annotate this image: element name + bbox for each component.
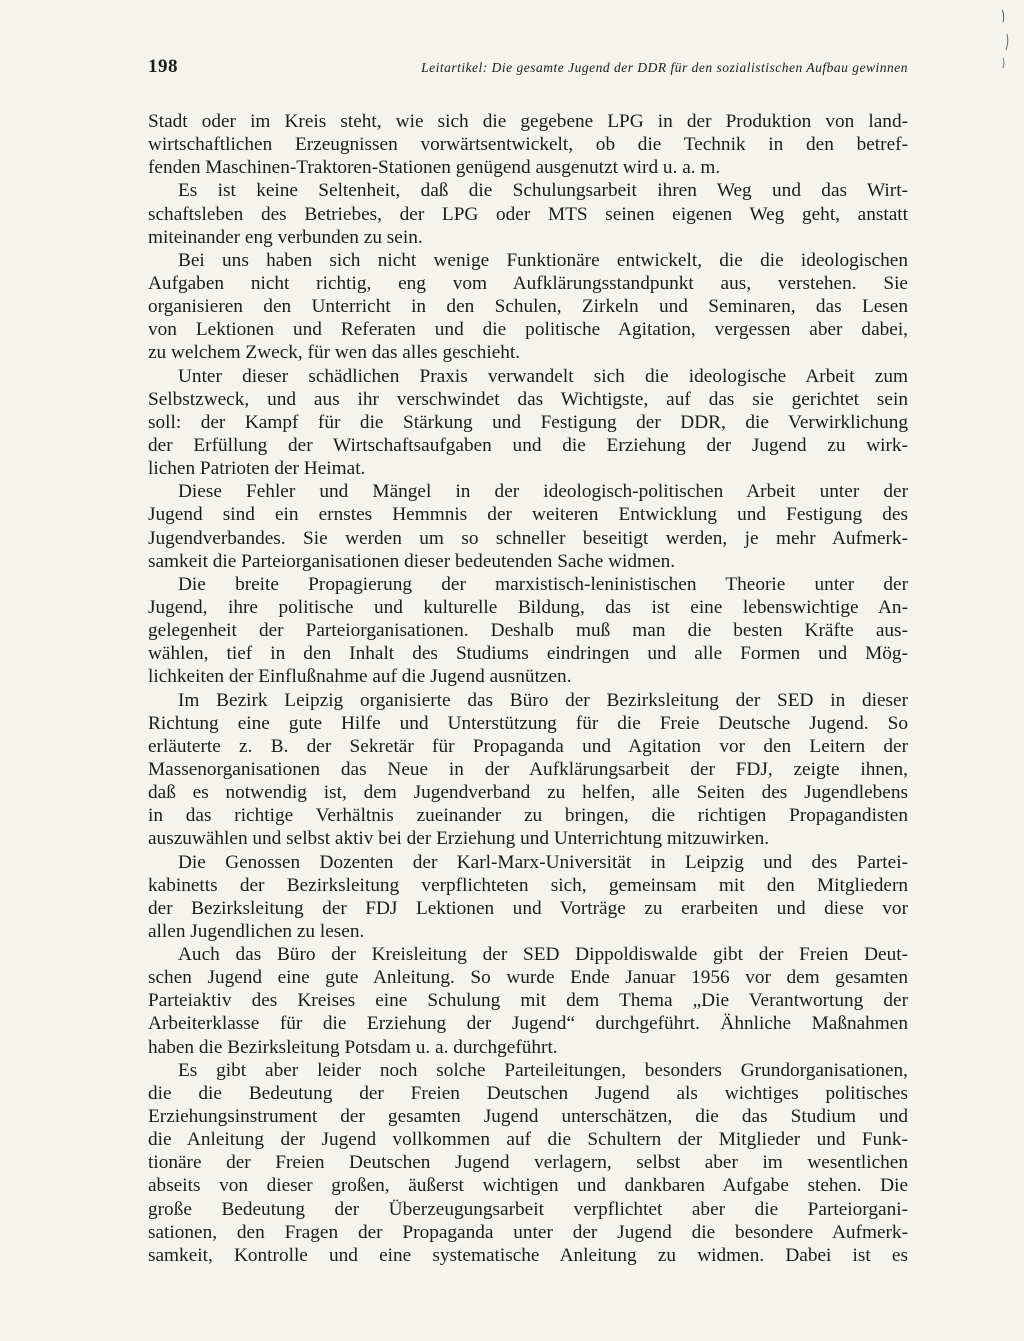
paragraph: [148, 573, 908, 689]
text-line: auszuwählen und selbst aktiv bei der Erziehung und Unterrichtung mitzuwirken.: [148, 828, 770, 850]
text-line: Erziehungsinstrument der gesamten Jugend unterschätzen, die das Studium und: [148, 1106, 908, 1128]
text-line: miteinander eng verbunden zu sein.: [148, 226, 423, 248]
text-line: allen Jugendlichen zu lesen.: [148, 920, 365, 942]
paragraph: [148, 943, 908, 1059]
text-line: der Bezirksleitung der FDJ Lektionen und Vorträge zu erarbeiten und diese vor: [148, 897, 908, 919]
text-line: samkeit die Parteiorganisationen dieser bedeutenden Sache widmen.: [148, 550, 676, 572]
paragraph: [148, 1059, 908, 1267]
margin-scan-marks: [998, 6, 1012, 76]
article-body: [148, 110, 908, 1266]
page-number: 198: [148, 56, 178, 77]
paragraph: [148, 365, 908, 481]
text-line: haben die Bezirksleitung Potsdam u. a. durchgeführt.: [148, 1036, 558, 1058]
text-line: lichkeiten der Einflußnahme auf die Jugend ausnützen.: [148, 666, 572, 688]
text-line: wählen, tief in den Inhalt des Studiums eindringen und alle Formen und Mög-: [148, 643, 908, 665]
text-line: lichen Patrioten der Heimat.: [148, 458, 366, 480]
paragraph: [148, 851, 908, 944]
text-line: Parteiaktiv des Kreises eine Schulung mit dem Thema „Die Verantwortung der: [148, 990, 908, 1012]
text-line: kabinetts der Bezirksleitung verpflichteten sich, gemeinsam mit den Mitgliedern: [148, 874, 908, 896]
text-line: Auch das Büro der Kreisleitung der SED Dippoldiswalde gibt der Freien Deut-: [178, 944, 908, 966]
text-line: Es ist keine Seltenheit, daß die Schulungsarbeit ihren Weg und das Wirt-: [178, 180, 908, 202]
text-line: von Lektionen und Referaten und die politische Agitation, vergessen aber dabei,: [148, 319, 908, 341]
text-line: soll: der Kampf für die Stärkung und Festigung der DDR, die Verwirklichung: [148, 411, 908, 433]
text-line: in das richtige Verhältnis zueinander zu bringen, die richtigen Propagandisten: [148, 805, 908, 827]
paragraph: [148, 480, 908, 573]
text-line: Jugend sind ein ernstes Hemmnis der weiteren Entwicklung und Festigung des: [148, 504, 908, 526]
text-line: die Anleitung der Jugend vollkommen auf die Schultern der Mitglieder und Funk-: [148, 1129, 908, 1151]
text-line: samkeit, Kontrolle und eine systematische Anleitung zu widmen. Dabei ist es: [148, 1244, 908, 1266]
running-head: Leitartikel: Die gesamte Jugend der DDR für den sozialistischen Aufbau gewinnen: [421, 60, 908, 75]
paragraph: [148, 110, 908, 179]
text-line: Unter dieser schädlichen Praxis verwandelt sich die ideologische Arbeit zum: [178, 365, 908, 387]
text-line: große Bedeutung der Überzeugungsarbeit verpflichtet aber die Parteiorgani-: [148, 1198, 908, 1220]
paragraph: [148, 249, 908, 365]
text-line: Aufgaben nicht richtig, eng vom Aufklärungsstandpunkt aus, verstehen. Sie: [148, 272, 908, 294]
paragraph: [148, 689, 908, 851]
page-header: [148, 56, 908, 86]
text-line: daß es notwendig ist, dem Jugendverband zu helfen, alle Seiten des Jugendlebens: [148, 782, 908, 804]
text-line: sationen, den Fragen der Propaganda unter der Jugend die besondere Aufmerk-: [148, 1221, 908, 1243]
text-line: abseits von dieser großen, äußerst wichtigen und dankbaren Aufgabe stehen. Die: [148, 1175, 908, 1197]
text-line: Diese Fehler und Mängel in der ideologisch-politischen Arbeit unter der: [178, 481, 908, 503]
text-line: fenden Maschinen-Traktoren-Stationen genügend ausgenutzt wird u. a. m.: [148, 157, 721, 179]
text-line: Im Bezirk Leipzig organisierte das Büro der Bezirksleitung der SED in dieser: [178, 689, 908, 711]
text-line: schen Jugend eine gute Anleitung. So wurde Ende Januar 1956 vor dem gesamten: [148, 967, 908, 989]
text-line: Massenorganisationen das Neue in der Aufklärungsarbeit der FDJ, zeigte ihnen,: [148, 758, 908, 780]
text-line: schaftsleben des Betriebes, der LPG oder MTS seinen eigenen Weg geht, anstatt: [148, 203, 908, 225]
text-line: tionäre der Freien Deutschen Jugend verlagern, selbst aber im wesentlichen: [148, 1152, 908, 1174]
text-line: Jugend, ihre politische und kulturelle Bildung, das ist eine lebenswichtige An-: [148, 596, 908, 618]
text-line: Die breite Propagierung der marxistisch-leninistischen Theorie unter der: [178, 573, 908, 595]
text-line: organisieren den Unterricht in den Schulen, Zirkeln und Seminaren, das Lesen: [148, 296, 908, 318]
text-line: Arbeiterklasse für die Erziehung der Jugend“ durchgeführt. Ähnliche Maßnahmen: [148, 1013, 908, 1035]
text-line: Stadt oder im Kreis steht, wie sich die gegebene LPG in der Produktion von land-: [148, 111, 908, 132]
text-line: Bei uns haben sich nicht wenige Funktionäre entwickelt, die die ideologischen: [178, 249, 908, 271]
text-line: Es gibt aber leider noch solche Parteileitungen, besonders Grundorganisationen,: [178, 1059, 908, 1081]
text-line: Die Genossen Dozenten der Karl-Marx-Universität in Leipzig und des Partei-: [178, 851, 908, 873]
text-line: erläuterte z. B. der Sekretär für Propaganda und Agitation vor den Leitern der: [148, 735, 908, 757]
text-line: zu welchem Zweck, für wen das alles geschieht.: [148, 342, 521, 364]
text-line: wirtschaftlichen Erzeugnissen vorwärtsentwickelt, ob die Technik in den betref-: [148, 134, 908, 156]
paragraph: [148, 179, 908, 248]
text-line: die die Bedeutung der Freien Deutschen Jugend als wichtiges politisches: [148, 1082, 908, 1104]
text-line: Selbstzweck, und aus ihr verschwindet das Wichtigste, auf das sie gerichtet sein: [148, 388, 908, 410]
text-line: Jugendverbandes. Sie werden um so schneller beseitigt werden, je mehr Aufmerk-: [148, 527, 908, 549]
text-line: Richtung eine gute Hilfe und Unterstützung für die Freie Deutsche Jugend. So: [148, 712, 908, 734]
text-line: gelegenheit der Parteiorganisationen. Deshalb muß man die besten Kräfte aus-: [148, 620, 908, 642]
text-line: der Erfüllung der Wirtschaftsaufgaben und die Erziehung der Jugend zu wirk-: [148, 434, 908, 456]
